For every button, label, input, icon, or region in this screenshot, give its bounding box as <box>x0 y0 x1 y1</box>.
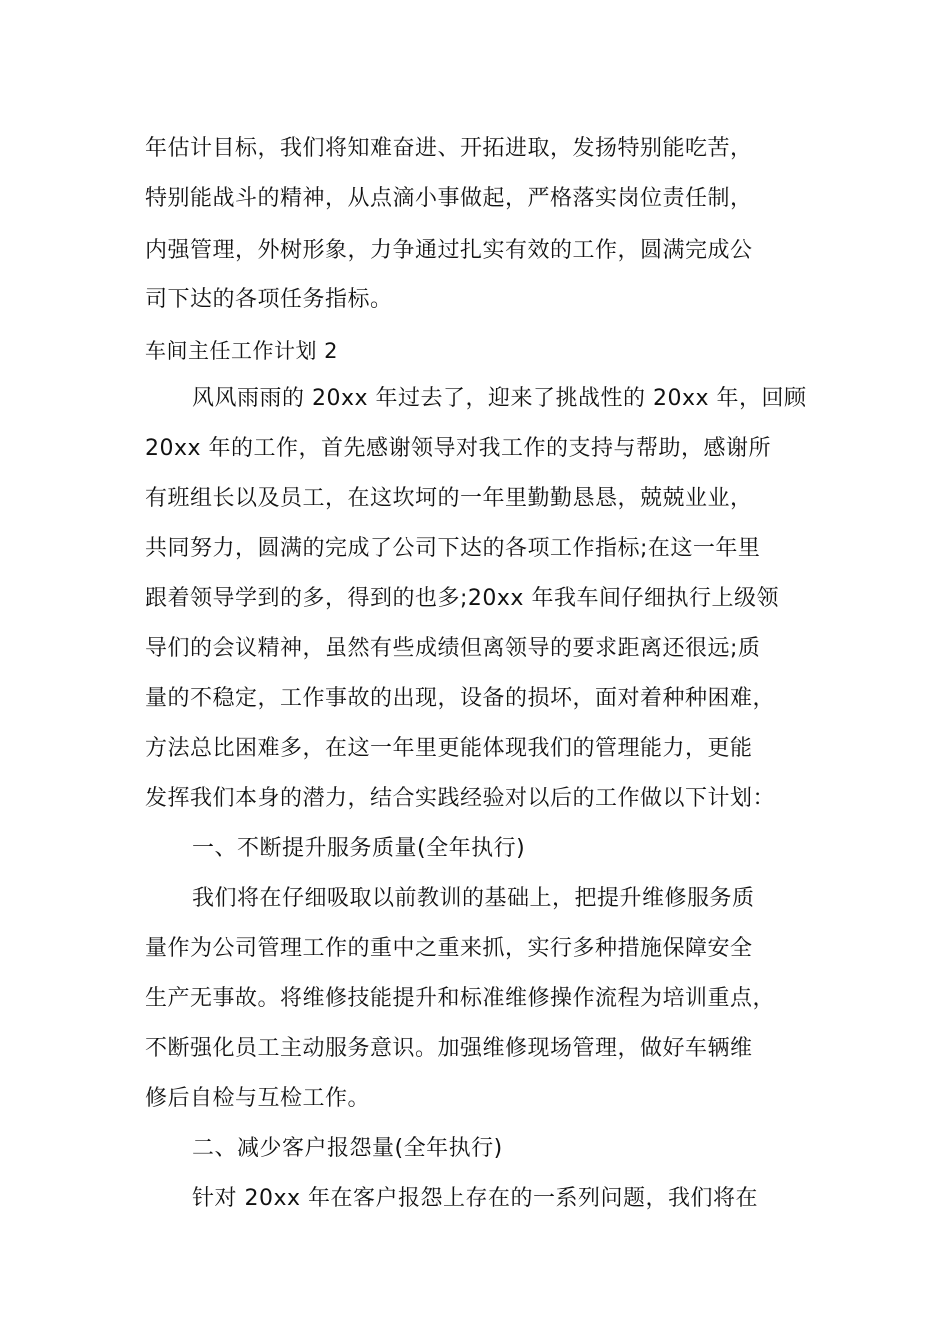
paragraph-line: 导们的会议精神，虽然有些成绩但离领导的要求距离还很远;质 <box>145 636 761 661</box>
paragraph-line: 共同努力，圆满的完成了公司下达的各项工作指标;在这一年里 <box>145 536 761 561</box>
subheading: 二、减少客户报怨量(全年执行) <box>192 1136 503 1161</box>
paragraph-line: 20xx 年的工作，首先感谢领导对我工作的支持与帮助，感谢所 <box>145 436 772 461</box>
section-title: 车间主任工作计划 2 <box>145 339 339 363</box>
paragraph-line: 内强管理，外树形象，力争通过扎实有效的工作，圆满完成公 <box>145 238 753 263</box>
paragraph-line: 有班组长以及员工，在这坎坷的一年里勤勤恳恳，兢兢业业， <box>145 486 753 511</box>
paragraph-line: 风风雨雨的 20xx 年过去了，迎来了挑战性的 20xx 年，回顾 <box>192 386 807 411</box>
paragraph-line: 跟着领导学到的多，得到的也多;20xx 年我车间仔细执行上级领 <box>145 586 779 611</box>
paragraph-line: 量的不稳定，工作事故的出现，设备的损坏，面对着种种困难， <box>145 686 776 711</box>
paragraph-line: 方法总比困难多，在这一年里更能体现我们的管理能力，更能 <box>145 736 753 761</box>
paragraph-line: 量作为公司管理工作的重中之重来抓，实行多种措施保障安全 <box>145 936 753 961</box>
paragraph-line: 我们将在仔细吸取以前教训的基础上，把提升维修服务质 <box>192 886 755 911</box>
paragraph-line: 修后自检与互检工作。 <box>145 1086 371 1111</box>
paragraph-line: 年估计目标，我们将知难奋进、开拓进取，发扬特别能吃苦， <box>145 136 753 161</box>
subheading: 一、不断提升服务质量(全年执行) <box>192 836 526 861</box>
paragraph-line: 发挥我们本身的潜力，结合实践经验对以后的工作做以下计划： <box>145 786 776 811</box>
paragraph-line: 司下达的各项任务指标。 <box>145 287 393 312</box>
paragraph-line: 生产无事故。将维修技能提升和标准维修操作流程为培训重点， <box>145 986 776 1011</box>
paragraph-line: 特别能战斗的精神，从点滴小事做起，严格落实岗位责任制， <box>145 186 753 211</box>
paragraph-line: 针对 20xx 年在客户报怨上存在的一系列问题，我们将在 <box>192 1186 759 1211</box>
paragraph-line: 不断强化员工主动服务意识。加强维修现场管理，做好车辆维 <box>145 1036 753 1061</box>
